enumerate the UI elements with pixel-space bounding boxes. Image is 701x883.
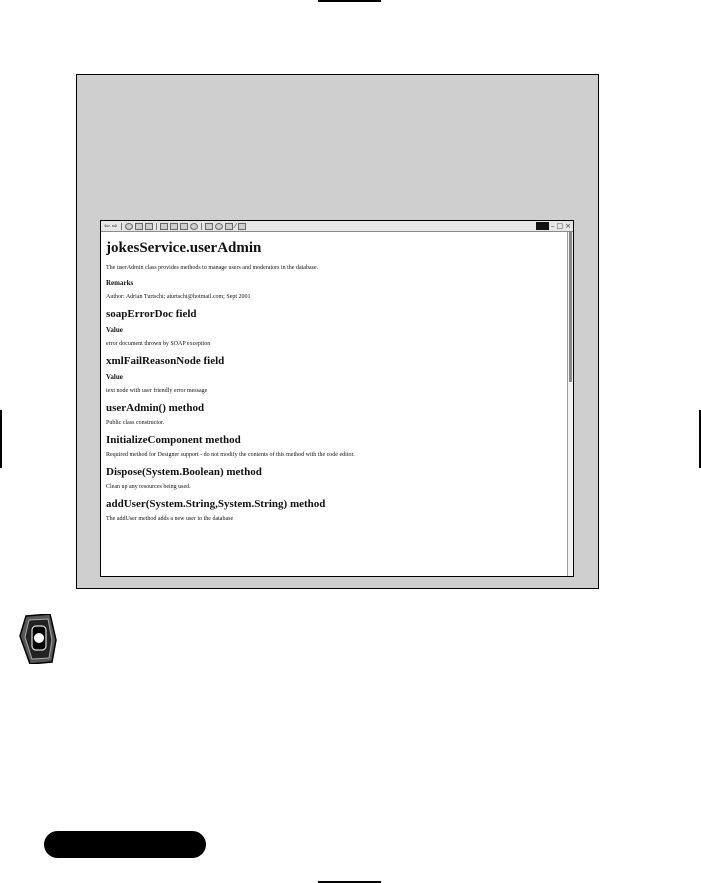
description-text: error document thrown by SOAP exception (106, 341, 211, 347)
screenshot-figure (76, 74, 599, 589)
description-text: Clean up any resources being used. (106, 484, 191, 490)
browser-toolbar (101, 221, 573, 232)
member-heading: InitializeComponent method (106, 434, 241, 446)
browser-window (100, 220, 574, 577)
minimize-button[interactable]: – (551, 222, 555, 230)
doc-blocks (106, 265, 565, 522)
left-margin-bar (0, 410, 2, 468)
print-icon[interactable] (205, 223, 213, 230)
scrollbar-thumb[interactable] (569, 232, 572, 382)
description-text: Author: Adrian Turtschi; aturtschi@hotmail.com; Sept 2001 (106, 294, 251, 300)
toolbar-separator (201, 223, 202, 230)
section-label: Value (106, 326, 123, 334)
close-button[interactable]: × (565, 222, 571, 230)
refresh-icon[interactable] (135, 223, 143, 230)
search-icon[interactable] (160, 223, 168, 230)
discuss-icon[interactable] (225, 223, 233, 230)
description-text: The addUser method adds a new user to the database (106, 516, 234, 522)
member-heading: userAdmin() method (106, 402, 205, 414)
messenger-icon[interactable]: ⁄ (234, 221, 236, 230)
member-heading: xmlFailReasonNode field (106, 355, 225, 367)
stop-icon[interactable] (125, 223, 133, 230)
history-icon[interactable] (180, 223, 188, 230)
footer-tab (44, 831, 206, 858)
tools-icon[interactable] (238, 223, 246, 230)
windows-logo-icon (536, 222, 549, 230)
document-content (106, 234, 565, 576)
mail-icon[interactable] (190, 223, 198, 230)
toolbar-separator (156, 223, 157, 230)
forward-icon[interactable]: ⇨ (111, 221, 118, 230)
window-controls (536, 222, 571, 230)
description-text: The userAdmin class provides methods to manage users and moderators in the database. (106, 265, 319, 271)
maximize-button[interactable]: □ (556, 222, 564, 230)
description-text: Public class constructor. (106, 420, 165, 426)
cd-disc-icon (18, 614, 58, 664)
member-heading: soapErrorDoc field (106, 308, 197, 320)
home-icon[interactable] (145, 223, 153, 230)
description-text: Required method for Designer support - do not modify the contents of this method with the code editor. (106, 452, 355, 458)
section-label: Value (106, 373, 123, 381)
page-title: jokesService.userAdmin (106, 240, 262, 256)
toolbar-separator (121, 223, 122, 230)
section-label: Remarks (106, 279, 134, 287)
vertical-scrollbar[interactable] (567, 232, 573, 576)
favorites-icon[interactable] (170, 223, 178, 230)
top-rule (318, 0, 381, 2)
member-heading: addUser(System.String,System.String) method (106, 498, 326, 510)
member-heading: Dispose(System.Boolean) method (106, 466, 262, 478)
description-text: text node with user friendly error message (106, 388, 208, 394)
back-icon[interactable]: ⇦ (104, 221, 110, 230)
edit-icon[interactable] (215, 223, 223, 230)
